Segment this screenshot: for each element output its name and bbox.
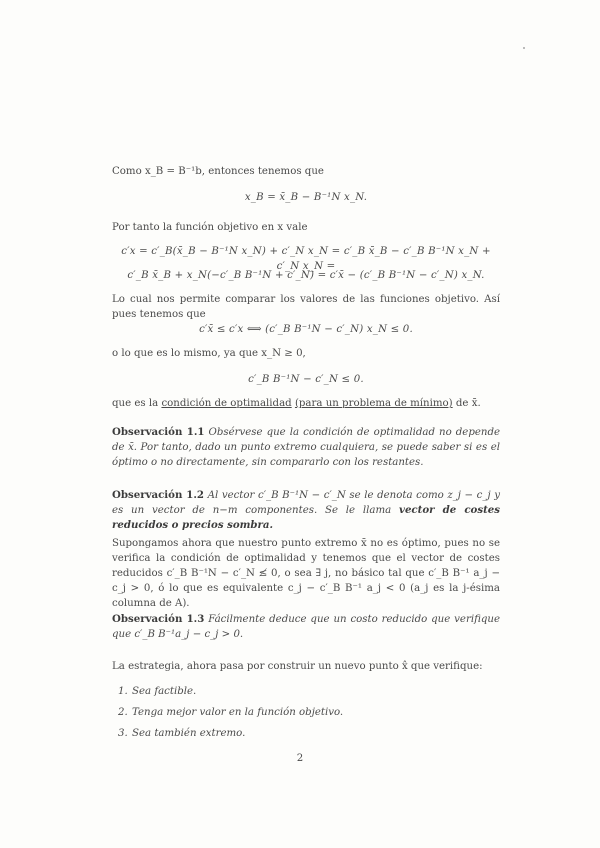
observation-text: Obsérvese que la condición de optimalidad no depende de x̄. Por tanto, dado un punto extremo cualquiera, se puede saber si es el óptimo o no directamente, sin compararlo con los restantes. bbox=[112, 427, 500, 468]
equation-objective-2: c′_B x̄_B + x_N(−c′_B B⁻¹N + c′_N) = c′x̄ − (c′_B B⁻¹N − c′_N) x_N. bbox=[127, 270, 485, 281]
list-item-text: Sea factible. bbox=[132, 686, 197, 697]
list-item-number: 1. bbox=[118, 686, 128, 697]
list-item-text: Sea también extremo. bbox=[132, 728, 246, 739]
paragraph-compare: Lo cual nos permite comparar los valores de las funciones objetivo. Así pues tenemos que bbox=[112, 294, 500, 320]
list-item-number: 2. bbox=[118, 707, 128, 718]
observation-1-1 bbox=[112, 425, 500, 470]
link-minimum-problem[interactable]: (para un problema de mínimo) bbox=[294, 398, 453, 409]
paragraph-objective: Por tanto la función objetivo en x vale bbox=[112, 222, 308, 233]
list-item-number: 3. bbox=[118, 728, 128, 739]
list-item bbox=[118, 726, 498, 747]
requirements-list bbox=[118, 684, 498, 747]
observation-label: Observación 1.1 bbox=[112, 426, 205, 438]
link-optimality-condition[interactable]: condición de optimalidad bbox=[161, 398, 292, 409]
paragraph-equivalent: o lo que es lo mismo, ya que x_N ≥ 0, bbox=[112, 348, 306, 359]
observation-1-3 bbox=[112, 612, 500, 642]
equation-compare: c′x̄ ≤ c′x ⟺ (c′_B B⁻¹N − c′_N) x_N ≤ 0. bbox=[199, 324, 413, 335]
observation-emphasis: vector de costes reducidos o precios sombra. bbox=[112, 504, 500, 531]
list-item bbox=[118, 684, 498, 705]
observation-label: Observación 1.3 bbox=[112, 613, 205, 625]
observation-text: Al vector c′_B B⁻¹N − c′_N se le denota como z_j − c_j y es un vector de n−m componentes. Se le llama bbox=[112, 490, 500, 516]
text-pre: que es la bbox=[112, 398, 159, 409]
observation-text: Fácilmente deduce que un costo reducido que verifique que c′_B B⁻¹a_j − c_j > 0. bbox=[112, 614, 500, 640]
paragraph-optimality-condition bbox=[112, 396, 500, 411]
scan-mark bbox=[523, 47, 525, 49]
list-item bbox=[118, 705, 498, 726]
paragraph-not-optimal: Supongamos ahora que nuestro punto extremo x̄ no es óptimo, pues no se verifica la condición de optimalidad y tenemos que el vector de costes reducidos c′_B B⁻¹N − c′_N ≰ 0, o sea ∃ j, no básico tal que c′_B B⁻¹ a_j − c_j > 0, ó lo que es equivalente c_j − c′_B B⁻¹ a_j < 0 (a_j es la j-ésima columna de A). bbox=[112, 538, 500, 609]
text-post: de x̄. bbox=[455, 398, 481, 409]
list-item-text: Tenga mejor valor en la función objetivo. bbox=[132, 707, 344, 718]
equation-objective-1: c′x = c′_B(x̄_B − B⁻¹N x_N) + c′_N x_N = c′_B x̄_B − c′_B B⁻¹N x_N + c′_N x_N = bbox=[121, 246, 491, 272]
equation-optimality: c′_B B⁻¹N − c′_N ≤ 0. bbox=[248, 374, 364, 385]
paragraph-strategy: La estrategia, ahora pasa por construir un nuevo punto x̂ que verifique: bbox=[112, 661, 483, 672]
page-number: 2 bbox=[296, 753, 304, 764]
equation-xb: x_B = x̄_B − B⁻¹N x_N. bbox=[244, 192, 368, 203]
observation-label: Observación 1.2 bbox=[112, 489, 205, 501]
observation-1-2 bbox=[112, 488, 500, 533]
paragraph-intro: Como x_B = B⁻¹b, entonces tenemos que bbox=[112, 166, 324, 177]
